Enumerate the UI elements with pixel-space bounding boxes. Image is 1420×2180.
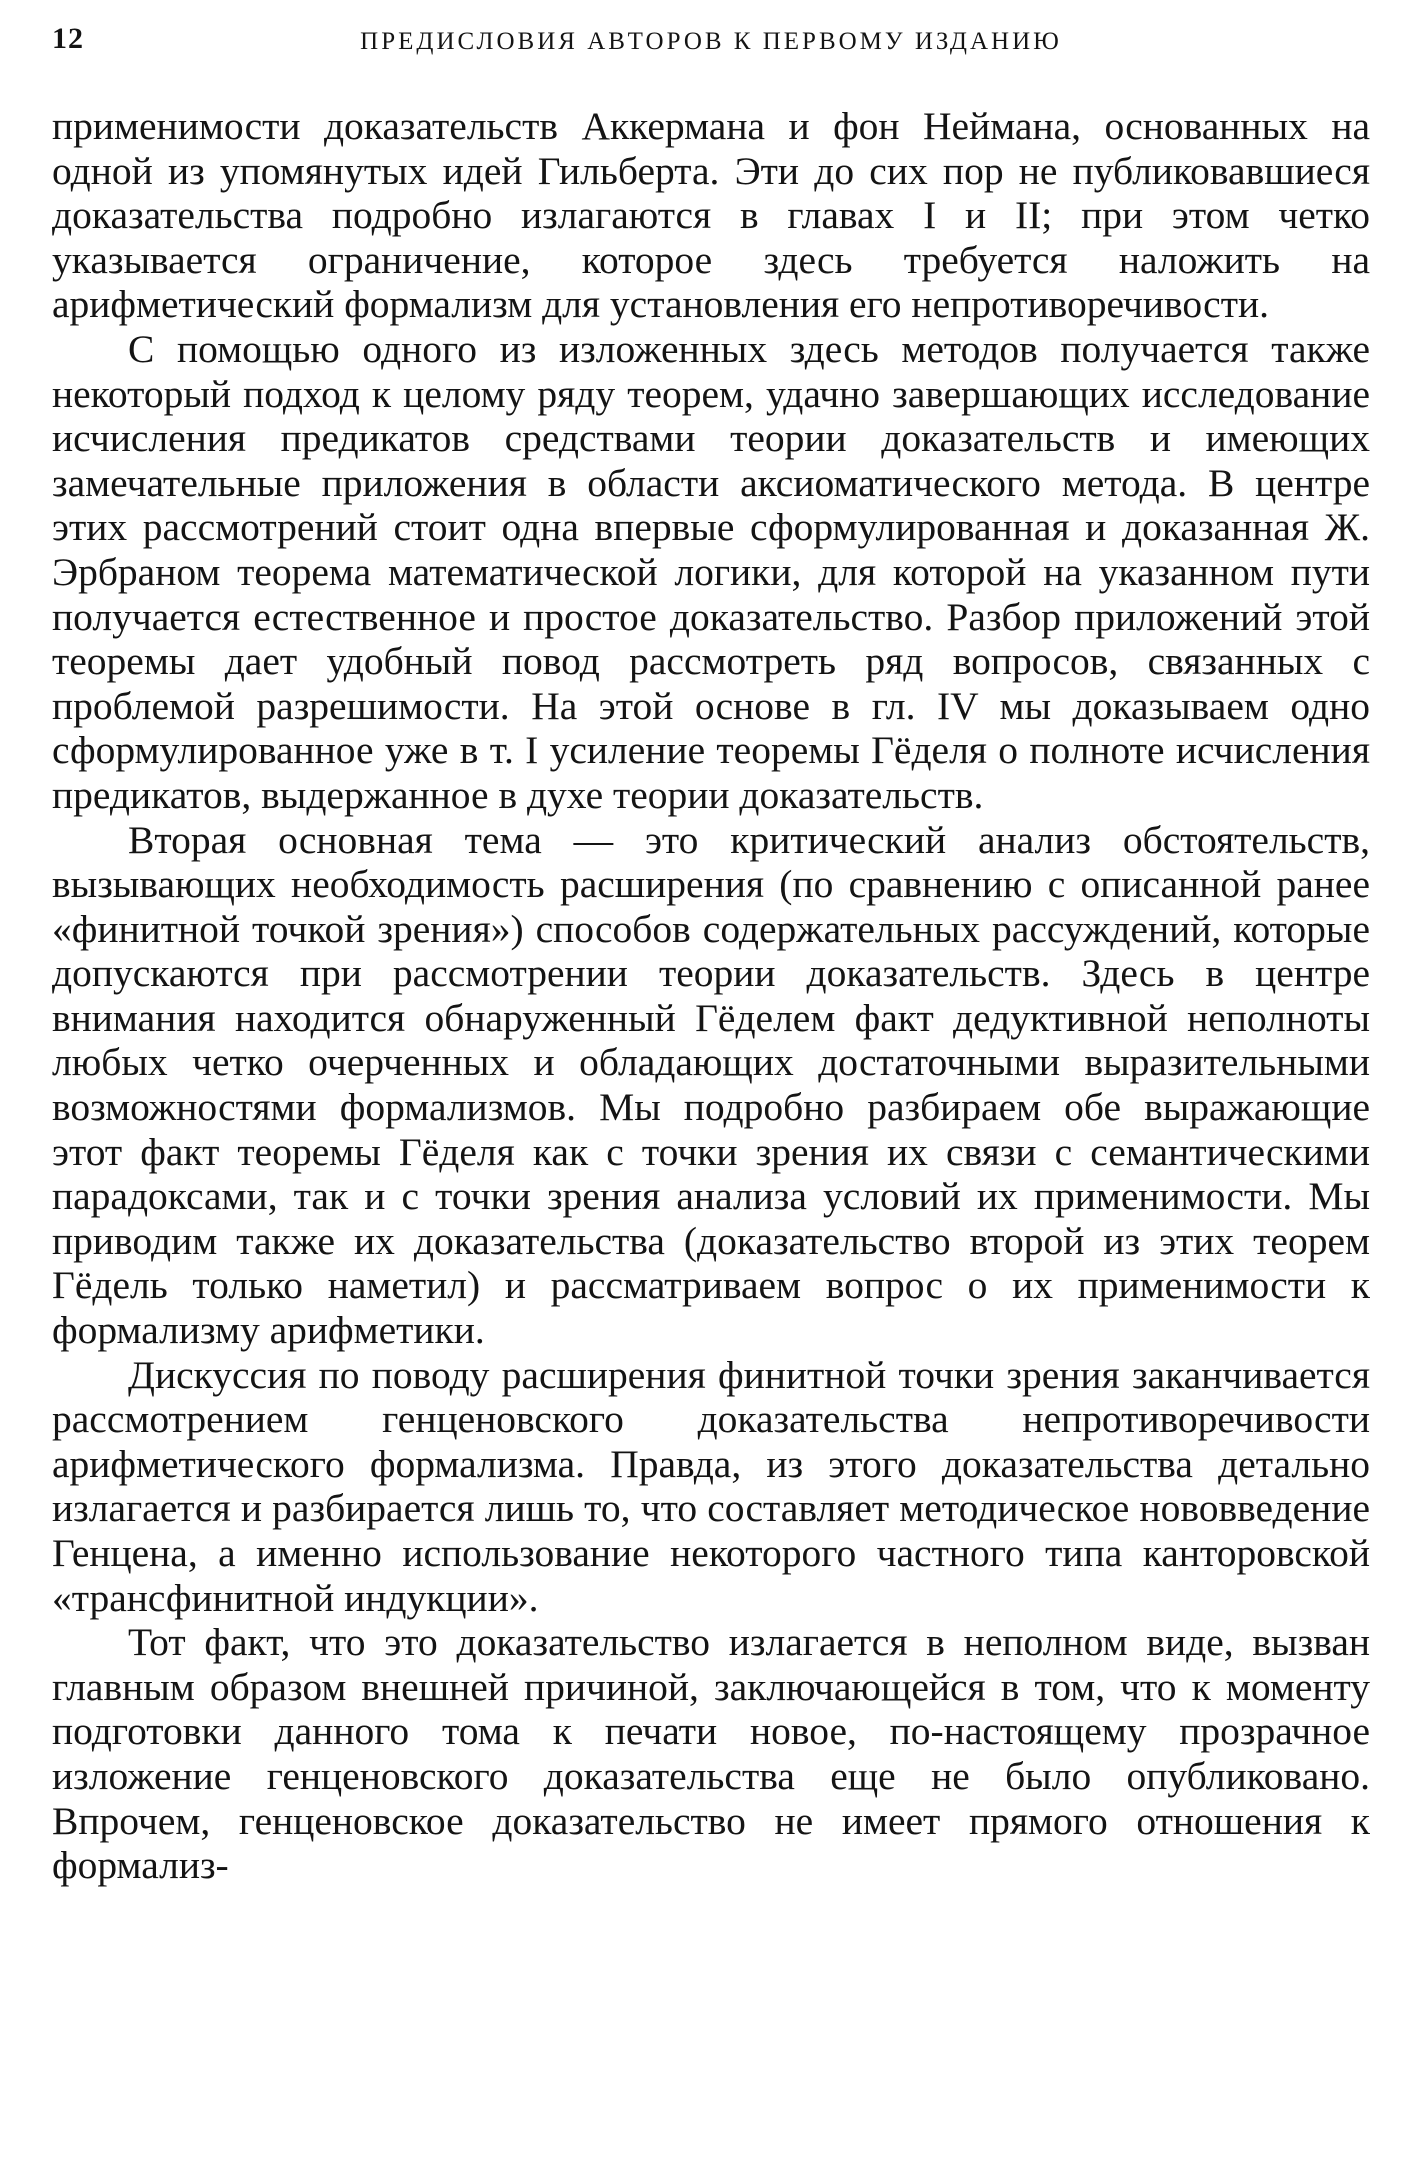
paragraph: Вторая основная тема — это критический анализ обстоятельств, вызывающих необходимость расширения (по сравнению с описанной ранее «финитной точкой зрения») способов содержательных рассуждений, которые допускаются при рассмотрении теории доказательств. Здесь в центре внимания находится обнаруженный Гёделем факт дедуктивной неполноты любых четко очерченных и обладающих достаточными выразительными возможностями формализмов. Мы подробно разбираем обе выражающие этот факт теоремы Гёделя как с точки зрения их связи с семантическими парадоксами, так и с точки зрения анализа условий их применимости. Мы приводим также их доказательства (доказательство второй из этих теорем Гёдель только наметил) и рассматриваем вопрос о их применимости к формализму арифметики. xyxy=(52,817,1370,1353)
paragraph: Дискуссия по поводу расширения финитной точки зрения заканчивается рассмотрением генценовского доказательства непротиворечивости арифметического формализма. Правда, из этого доказательства детально излагается и разбирается лишь то, что составляет методическое нововведение Генцена, а именно использование некоторого частного типа канторовской «трансфинитной индукции». xyxy=(52,1352,1370,1620)
book-page xyxy=(52,0,1370,1888)
paragraph: применимости доказательств Аккермана и фон Неймана, основанных на одной из упомянутых идей Гильберта. Эти до сих пор не публиковавшиеся доказательства подробно излагаются в главах I и II; при этом четко указывается ограничение, которое здесь требуется наложить на арифметический формализм для установления его непротиворечивости. xyxy=(52,104,1370,327)
paragraph: Тот факт, что это доказательство излагается в неполном виде, вызван главным образом внешней причиной, заключающейся в том, что к моменту подготовки данного тома к печати новое, по-настоящему прозрачное изложение генценовского доказательства еще не было опубликовано. Впрочем, генценовское доказательство не имеет прямого отношения к формализ- xyxy=(52,1620,1370,1888)
paragraph: С помощью одного из изложенных здесь методов получается также некоторый подход к целому ряду теорем, удачно завершающих исследование исчисления предикатов средствами теории доказательств и имеющих замечательные приложения в области аксиоматического метода. В центре этих рассмотрений стоит одна впервые сформулированная и доказанная Ж. Эрбраном теорема математической логики, для которой на указанном пути получается естественное и простое доказательство. Разбор приложений этой теоремы дает удобный повод рассмотреть ряд вопросов, связанных с проблемой разрешимости. На этой основе в гл. IV мы доказываем одно сформулированное уже в т. I усиление теоремы Гёделя о полноте исчисления предикатов, выдержанное в духе теории доказательств. xyxy=(52,326,1370,817)
page-header xyxy=(52,14,1370,74)
body-text xyxy=(52,104,1370,1888)
page-number: 12 xyxy=(52,22,84,55)
running-title: ПРЕДИСЛОВИЯ АВТОРОВ К ПЕРВОМУ ИЗДАНИЮ xyxy=(360,28,1062,55)
